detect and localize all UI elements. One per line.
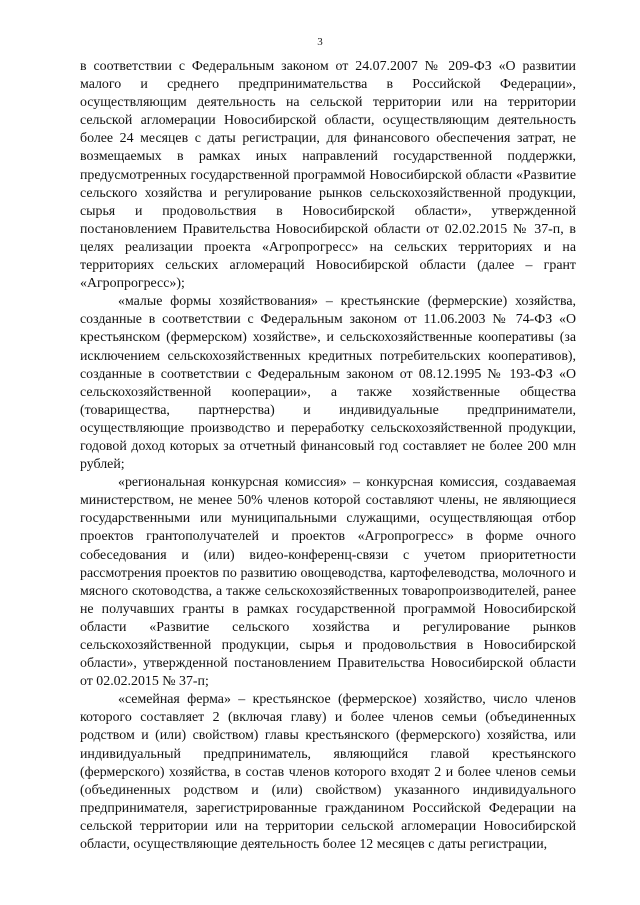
document-body: [80, 58, 576, 854]
paragraph-regional-competition-commission-definition: «региональная конкурсная комиссия» – конкурсная комиссия, создаваемая министерством, не менее 50% членов которой составляют члены, не являющиеся государственными или муниципальными служащими, осуществляющая отбор проектов грантополучателей и проектов «Агропрогресс» в форме очного собеседования и (или) видео-конференц-связи с учетом приоритетности рассмотрения проектов по развитию овощеводства, картофелеводства, молочного и мясного скотоводства, а также сельскохозяйственных товаропроизводителей, ранее не получавших гранты в рамках государственной программой Новосибирской области «Развитие сельского хозяйства и регулирование рынков сельскохозяйственной продукции, сырья и продовольствия в Новосибирской области», утвержденной постановлением Правительства Новосибирской области от 02.02.2015 № 37-п;: [80, 475, 576, 690]
paragraph-family-farm-definition: «семейная ферма» – крестьянское (фермерское) хозяйство, число членов которого составляет 2 (включая главу) и более членов семьи (объединенных родством и (или) свойством) главы крестьянского (фермерского) хозяйства, или индивидуальный предприниматель, являющийся главой крестьянского (фермерского) хозяйства, в состав членов которого входят 2 и более членов семьи (объединенных родством и (или) свойством) указанного индивидуального предпринимателя, зарегистрированные гражданином Российской Федерации на сельской территории или на территории сельской агломерации Новосибирской области, осуществляющие деятельность более 12 месяцев с даты регистрации,: [80, 692, 576, 853]
paragraph-grant-agroprogress-continuation: в соответствии с Федеральным законом от 24.07.2007 № 209-ФЗ «О развитии малого и среднего предпринимательства в Российской Федерации», осуществляющим деятельность на сельской территории или на территории сельской агломерации Новосибирской области, осуществляющим деятельность более 24 месяцев с даты регистрации, для финансового обеспечения затрат, не возмещаемых в рамках иных направлений государственной поддержки, предусмотренных государственной программой Новосибирской области «Развитие сельского хозяйства и регулирование рынков сельскохозяйственной продукции, сырья и продовольствия в Новосибирской области», утвержденной постановлением Правительства Новосибирской области от 02.02.2015 № 37-п, в целях реализации проекта «Агропрогресс» на сельских территориях и на территориях сельских агломераций Новосибирской области (далее – грант «Агропрогресс»);: [80, 59, 576, 292]
page-number: 3: [317, 36, 323, 48]
paragraph-small-business-forms-definition: «малые формы хозяйствования» – крестьянские (фермерские) хозяйства, созданные в соответствии с Федеральным законом от 11.06.2003 № 74-ФЗ «О крестьянском (фермерском) хозяйстве», и сельскохозяйственные кооперативы (за исключением сельскохозяйственных кредитных потребительских кооперативов), созданные в соответствии с Федеральным законом от 08.12.1995 № 193-ФЗ «О сельскохозяйственной кооперации», а также хозяйственные общества (товарищества, партнерства) и индивидуальные предприниматели, осуществляющие производство и переработку сельскохозяйственной продукции, годовой доход которых за отчетный финансовый год составляет не более 200 млн рублей;: [80, 294, 576, 473]
